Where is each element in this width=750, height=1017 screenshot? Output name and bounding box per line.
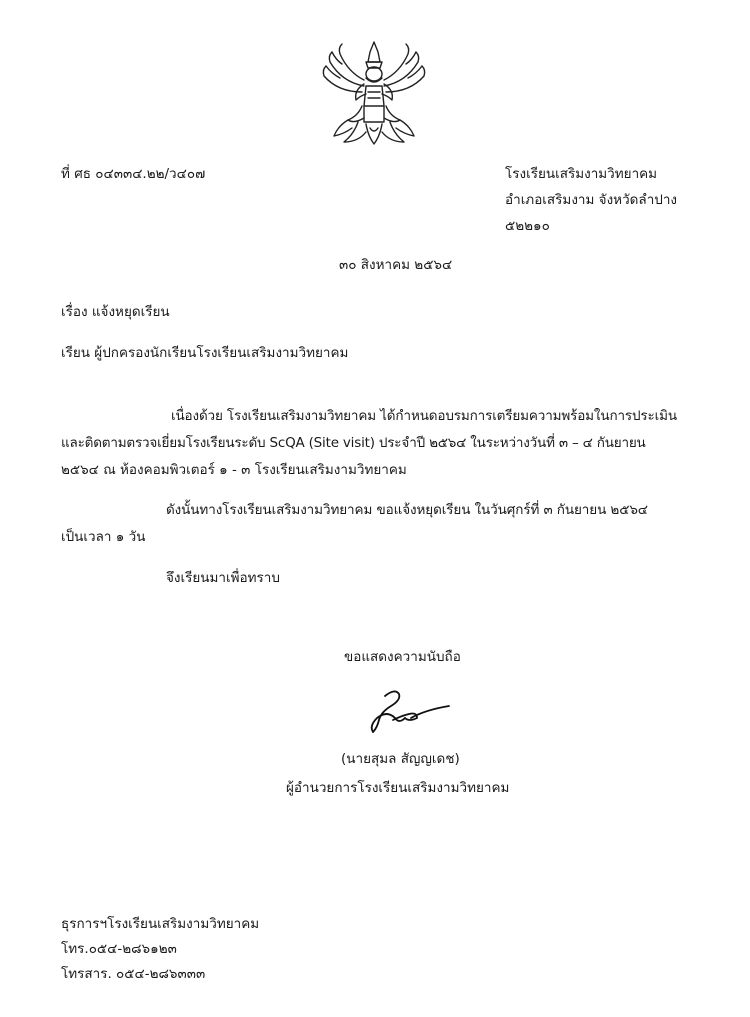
handwritten-signature	[365, 688, 451, 738]
footer-department: ธุรการฯโรงเรียนเสริมงามวิทยาคม	[61, 916, 260, 932]
footer-phone: โทร.๐๕๔-๒๘๖๑๒๓	[61, 941, 177, 957]
signer-name: (นายสุมล สัญญเดช)	[341, 751, 460, 767]
body-paragraph-1-line-3: ๒๕๖๔ ณ ห้องคอมพิวเตอร์ ๑ - ๓ โรงเรียนเสริมงามวิทยาคม	[61, 462, 407, 478]
letter-subject: เรื่อง แจ้งหยุดเรียน	[61, 304, 170, 320]
body-paragraph-1-line-2: และติดตามตรวจเยี่ยมโรงเรียนระดับ ScQA (Site visit) ประจำปี ๒๕๖๔ ในระหว่างวันที่ ๓ – ๔ กันยายน	[61, 435, 646, 451]
sender-postcode: ๕๒๒๑๐	[505, 218, 550, 234]
sender-school-name: โรงเรียนเสริมงามวิทยาคม	[505, 166, 658, 182]
body-paragraph-2-line-1: ดังนั้นทางโรงเรียนเสริมงามวิทยาคม ขอแจ้งหยุดเรียน ในวันศุกร์ที่ ๓ กันยายน ๒๕๖๔	[166, 502, 648, 518]
closing-phrase: ขอแสดงความนับถือ	[344, 649, 461, 665]
letter-recipient: เรียน ผู้ปกครองนักเรียนโรงเรียนเสริมงามวิทยาคม	[61, 345, 349, 361]
garuda-emblem-icon	[318, 40, 430, 148]
reference-number: ที่ ศธ ๐๔๓๓๔.๒๒/ว๔๐๗	[61, 166, 206, 182]
body-paragraph-2-line-2: เป็นเวลา ๑ วัน	[61, 529, 146, 545]
footer-fax: โทรสาร. ๐๕๔-๒๘๖๓๓๓	[61, 966, 206, 982]
letter-date: ๓๐ สิงหาคม ๒๕๖๔	[339, 257, 453, 273]
body-paragraph-3: จึงเรียนมาเพื่อทราบ	[166, 570, 280, 586]
signer-title: ผู้อำนวยการโรงเรียนเสริมงามวิทยาคม	[286, 780, 510, 796]
sender-district-province: อำเภอเสริมงาม จังหวัดลำปาง	[505, 192, 678, 208]
body-paragraph-1-line-1: เนื่องด้วย โรงเรียนเสริมงามวิทยาคม ได้กำหนดอบรมการเตรียมความพร้อมในการประเมิน	[171, 408, 677, 424]
